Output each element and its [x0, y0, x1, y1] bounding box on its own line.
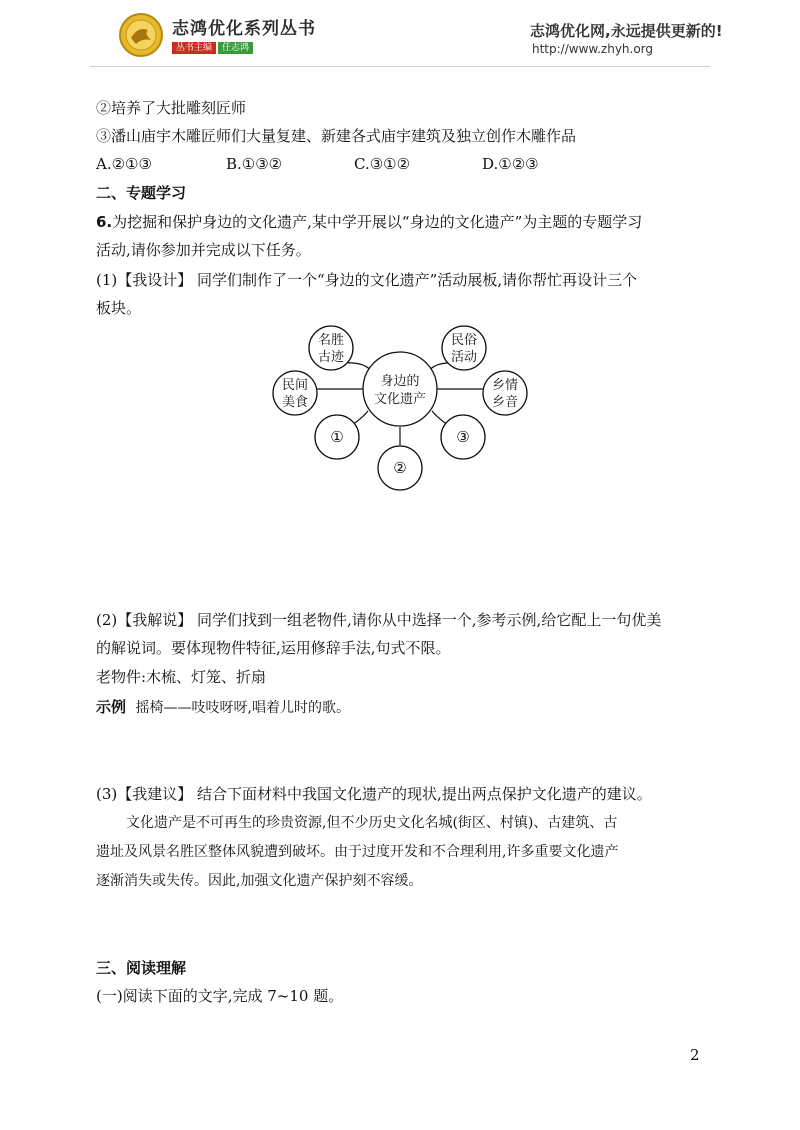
q6-part2-line-2: 的解说词。要体现物件特征,运用修辞手法,句式不限。 — [96, 639, 451, 657]
node-scenic-label-1: 名胜 — [317, 333, 345, 348]
section-3-title: 三、阅读理解 — [96, 959, 187, 977]
q6-stem-line-1 — [96, 212, 642, 232]
series-logo-icon — [118, 12, 164, 62]
q6-part2-example — [96, 697, 350, 718]
q6-part2-line-1: (2)【我解说】 同学们找到一组老物件,请你从中选择一个,参考示例,给它配上一句优美 — [96, 611, 662, 629]
node-blank-1-label: ① — [330, 428, 344, 446]
q6-material-line-2: 遗址及风景名胜区整体风貌遭到破坏。由于过度开发和不合理利用,许多重要文化遗产 — [96, 844, 619, 860]
brand-title: 志鸿优化系列丛书 — [172, 19, 316, 39]
q6-part1-line-2: 板块。 — [96, 299, 142, 317]
center-label-line-1: 身边的 — [380, 374, 420, 389]
header-url: http://www.zhyh.org — [532, 42, 654, 56]
q5-item-3: ③潘山庙宇木雕匠师们大量复建、新建各式庙宇建筑及独立创作木雕作品 — [96, 127, 577, 145]
q6-material-line-3: 逐渐消失或失传。因此,加强文化遗产保护刻不容缓。 — [96, 873, 423, 889]
node-folk-food-label-2: 美食 — [281, 395, 309, 410]
header-divider — [90, 66, 710, 67]
q5-option-a: A.②①③ — [96, 155, 152, 173]
q6-part2-items: 老物件:木梳、灯笼、折扇 — [96, 668, 267, 686]
node-folk-activities-label-1: 民俗 — [450, 333, 478, 348]
example-label: 示例 — [96, 698, 127, 716]
node-blank-3-label: ③ — [456, 428, 470, 446]
q5-option-b: B.①③② — [226, 155, 283, 173]
q5-item-2: ②培养了大批雕刻匠师 — [96, 99, 247, 117]
heritage-mind-map — [270, 323, 530, 493]
q6-stem-line-2: 活动,请你参加并完成以下任务。 — [96, 241, 311, 259]
node-dialect-label-2: 乡音 — [491, 395, 519, 410]
node-folk-activities-label-2: 活动 — [450, 350, 478, 365]
node-dialect-label-1: 乡情 — [491, 378, 519, 393]
brand-subtitle — [172, 40, 253, 53]
example-text: 摇椅——吱吱呀呀,唱着儿时的歌。 — [135, 700, 351, 716]
node-blank-2-label: ② — [393, 459, 407, 477]
q5-option-c: C.③①② — [354, 155, 411, 173]
center-node — [363, 352, 437, 426]
page-number: 2 — [690, 1046, 700, 1064]
center-label-line-2: 文化遗产 — [373, 392, 427, 407]
q6-part3-line-1: (3)【我建议】 结合下面材料中我国文化遗产的现状,提出两点保护文化遗产的建议。 — [96, 785, 652, 803]
q6-part1-line-1: (1)【我设计】 同学们制作了一个“身边的文化遗产”活动展板,请你帮忙再设计三个 — [96, 271, 638, 289]
q6-stem-text: 为挖掘和保护身边的文化遗产,某中学开展以“身边的文化遗产”为主题的专题学习 — [112, 213, 643, 231]
node-folk-food-label-1: 民间 — [281, 378, 309, 393]
section-3-subtitle: (一)阅读下面的文字,完成 7~10 题。 — [96, 987, 344, 1005]
q6-number: 6. — [96, 213, 113, 231]
q6-material-line-1: 文化遗产是不可再生的珍贵资源,但不少历史文化名城(街区、村镇)、古建筑、古 — [126, 815, 618, 831]
header-slogan: 志鸿优化网,永远提供更新的! — [530, 22, 723, 40]
section-2-title: 二、专题学习 — [96, 184, 187, 202]
editor-tag: 丛书主编 — [172, 42, 216, 54]
node-scenic-label-2: 古迹 — [317, 350, 345, 365]
page-header — [0, 0, 800, 62]
q5-option-d: D.①②③ — [482, 155, 539, 173]
editor-name-tag: 任志鸿 — [218, 42, 253, 54]
